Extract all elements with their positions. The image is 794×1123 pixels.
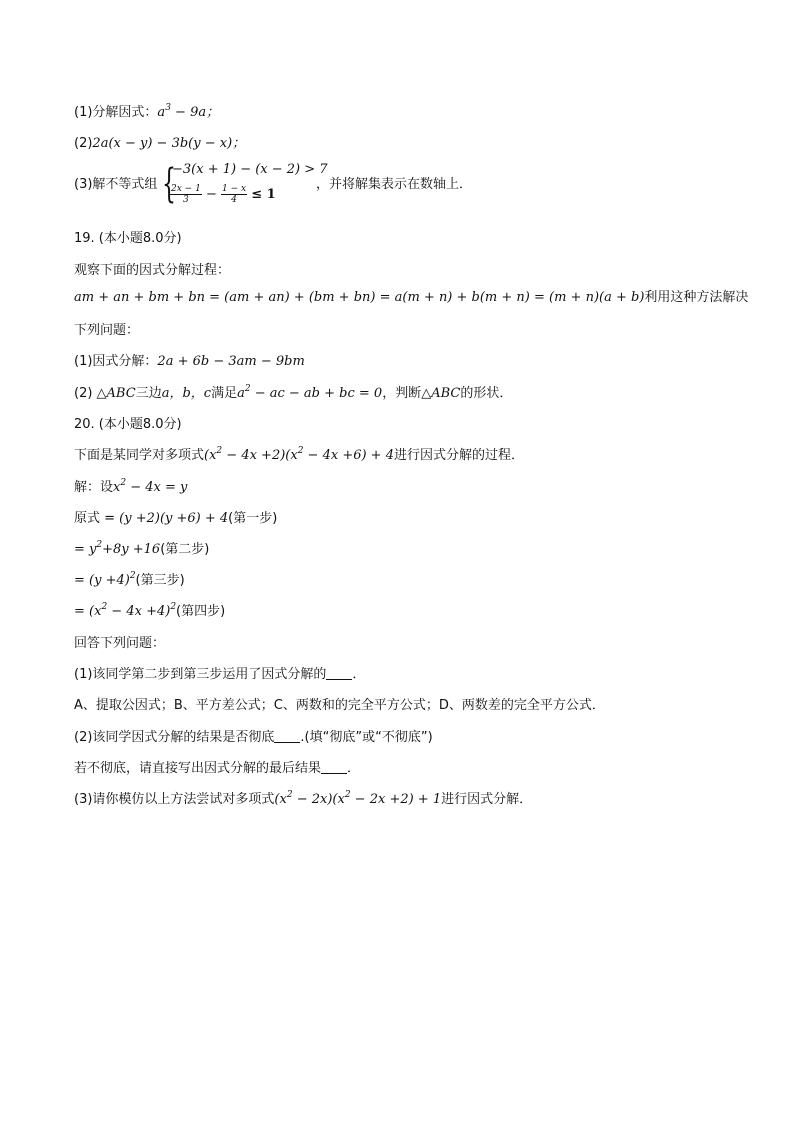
q20-intro: 下面是某同学对多项式$(x^2 - 4x +2)(x^2 - 4x +6) + 4$进行因式分解的过程． (74, 446, 524, 463)
q19-cont: 下列问题： (74, 323, 140, 338)
q18-part1-label: (1)分解因式： (74, 105, 158, 120)
q20-question2b: 若不彻底，请直接写出因式分解的最后结果 ． (74, 761, 361, 776)
q18-ineq1: −3(x + 1) − (x − 2) > 7 (172, 162, 328, 177)
q19-derivation (74, 289, 748, 307)
q19-part1: (1)因式分解：2a + 6b − 3am − 9bm (74, 354, 305, 369)
q20-step4: = $(x^2 - 4x +4)^2$(第四步) (74, 602, 226, 619)
q18-part2-expr: 2a(x − y) − 3b(y − x)； (92, 136, 246, 151)
q18-part2 (74, 135, 245, 153)
q20-heading: 20. (本小题8.0分) (74, 417, 182, 432)
q18-part3-tail: ，并将解集表示在数轴上． (316, 177, 473, 192)
q20-answer-heading: 回答下列问题： (74, 636, 166, 651)
system-brace: { (162, 161, 176, 207)
q18-part1 (74, 104, 219, 122)
q19-part2: (2) △ABC三边a，b，c满足$a^2$ − ac − ab + bc = 0，判断△ABC的形状． (74, 384, 513, 401)
q18-part3-label: (3)解不等式组 (74, 177, 158, 192)
q20-step2: = $y^2+8y +16$(第二步) (74, 540, 210, 557)
q19-heading: 19. (本小题8.0分) (74, 231, 182, 246)
q20-question1: (1)该同学第二步到第三步运用了因式分解的 ． (74, 667, 366, 682)
q19-part1-expr: 2a + 6b − 3am − 9bm (157, 354, 305, 369)
q20-step1: 原式 = (y +2)(y +6) + 4(第一步) (74, 511, 278, 526)
answer-blank-1 (326, 667, 352, 680)
q18-part3 (74, 162, 514, 208)
q20-question3: (3)请你模仿以上方法尝试对多项式$(x^2 - 2x)(x^2 - 2x +2) + 1$进行因式分解． (74, 790, 533, 807)
q20-step3: = $(y +4)^2$(第三步) (74, 571, 185, 588)
q20-solution-substitution: 解：设$x^2 - 4x = y$ (74, 478, 188, 495)
q18-part2-label: (2) (74, 136, 93, 151)
q18-ineq2: $\frac{2x - 1}{3}$ − $\frac{1 - x}{4}$ ≤ 1 (171, 184, 276, 205)
q20-options: A、提取公因式；B、平方差公式；C、两数和的完全平方公式；D、两数差的完全平方公式． (74, 698, 605, 713)
q18-part1-expr: $a^3 - 9a$； (157, 103, 220, 120)
q19-derivation-expr: am + an + bm + bn = (am + an) + (bm + bn) = a(m + n) + b(m + n) = (m + n)(a + b) (74, 290, 645, 305)
answer-blank-2 (274, 730, 300, 743)
q19-intro: 观察下面的因式分解过程： (74, 263, 231, 278)
answer-blank-3 (321, 761, 347, 774)
q19-derivation-tail: 利用这种方法解决 (644, 290, 749, 305)
q20-question2: (2)该同学因式分解的结果是否彻底 .(填“彻底”或“不彻底”) (74, 730, 433, 745)
